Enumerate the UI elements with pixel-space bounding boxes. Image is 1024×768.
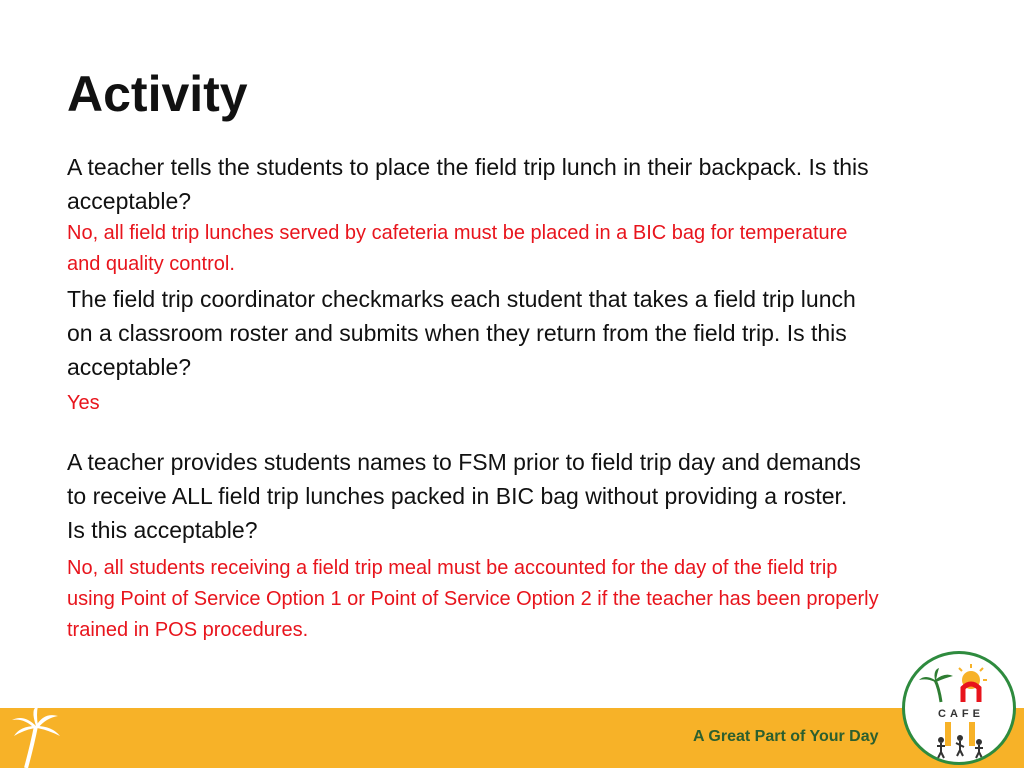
question-item-1 xyxy=(67,150,927,280)
answer-text: Yes xyxy=(67,392,100,414)
slide-content xyxy=(67,150,927,646)
cafe-logo-text: CAFE xyxy=(938,708,984,720)
question-text: A teacher provides students names to FSM prior to field trip day and demands to receive ALL field trip lunches packed in BIC bag without providing a roster. Is this acceptable? xyxy=(67,449,861,543)
question-text: The field trip coordinator checkmarks each student that takes a field trip lunch on a classroom roster and submits when they return from the field trip. Is this acceptable? xyxy=(67,286,856,380)
palm-tree-icon xyxy=(10,706,62,768)
answer-text: No, all students receiving a field trip meal must be accounted for the day of the field trip using Point of Service Option 1 or Point of Service Option 2 if the teacher has been properly trained in POS procedures. xyxy=(67,557,879,641)
question-item-2 xyxy=(67,282,927,419)
question-text: A teacher tells the students to place the field trip lunch in their backpack. Is this acceptable? xyxy=(67,154,869,214)
answer-text: No, all field trip lunches served by cafeteria must be placed in a BIC bag for temperature and quality control. xyxy=(67,222,848,275)
slide-title: Activity xyxy=(67,66,248,122)
question-item-3 xyxy=(67,445,927,646)
cafe-logo xyxy=(902,651,1016,765)
footer-tagline: A Great Part of Your Day xyxy=(693,728,879,745)
